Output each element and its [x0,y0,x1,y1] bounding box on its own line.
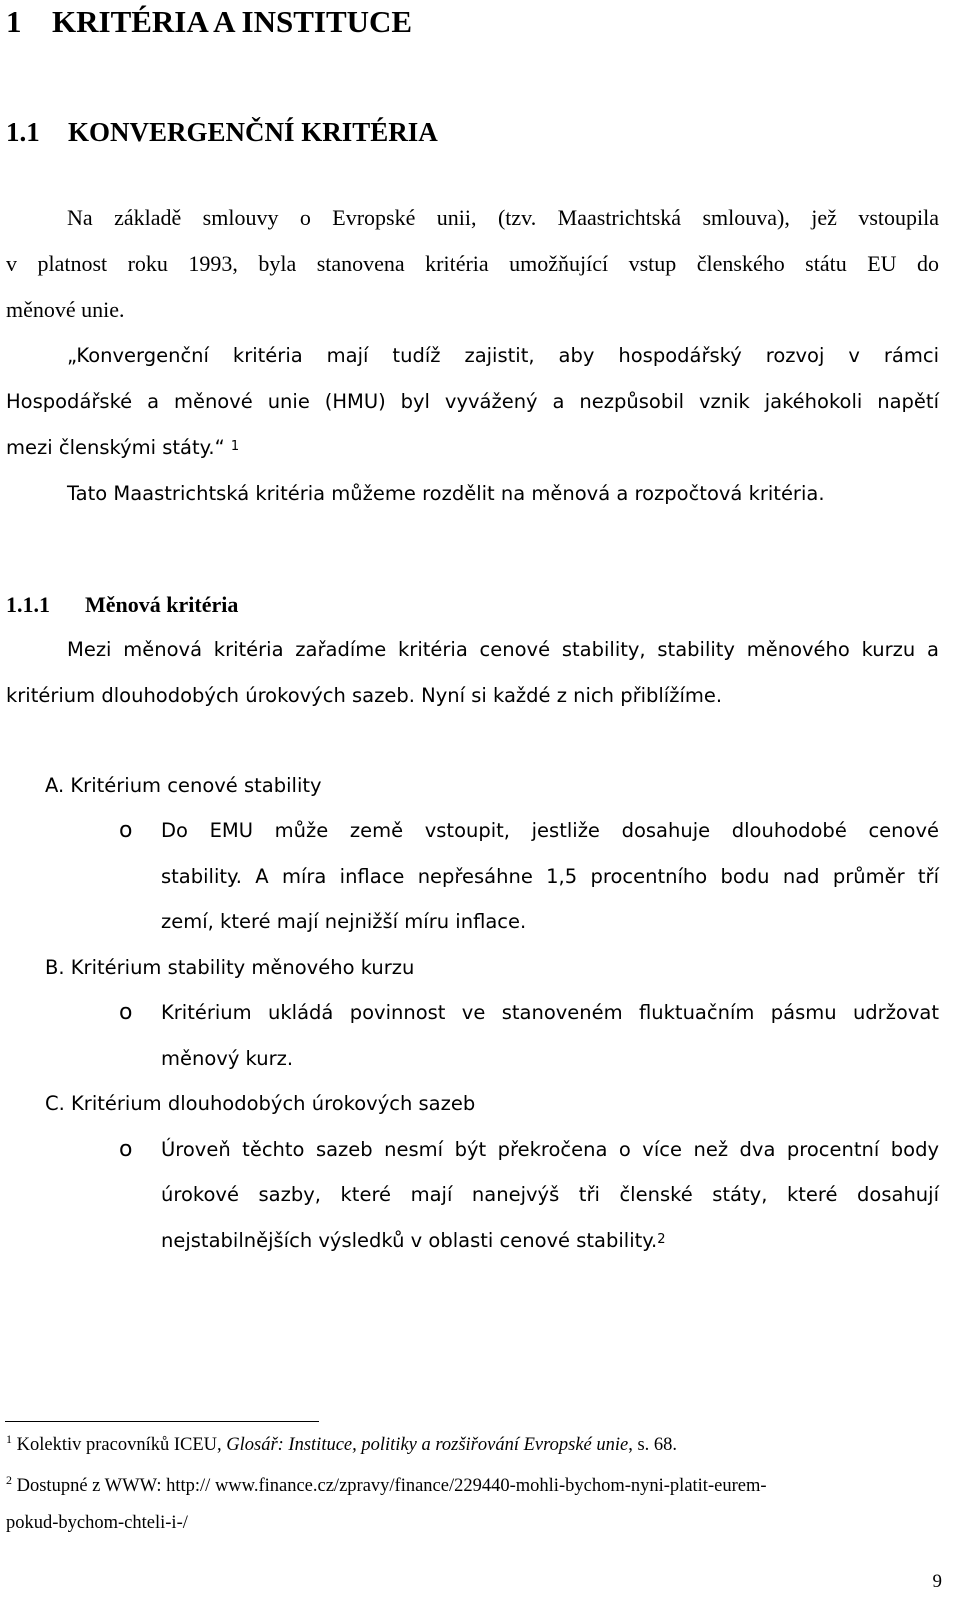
criterion-b-line-2: měnový kurz. [161,1047,294,1070]
bullet-marker: o [119,1000,133,1025]
section-heading [6,113,438,151]
quote-line-2: Hospodářské a měnové unie (HMU) byl vyvážený a nezpůsobil vznik jakéhokoli napětí [6,390,939,413]
footnote-2 [6,1468,767,1504]
monetary-line-1: Mezi měnová kritéria zařadíme kritéria cenové stability, stability měnového kurzu a [67,638,939,661]
footnote-1-title: Glosář: Instituce, politiky a rozšiřování Evropské unie [226,1435,629,1455]
chapter-title: KRITÉRIA A INSTITUCE [52,4,413,39]
criterion-a-line-1: Do EMU může země vstoupit, jestliže dosahuje dlouhodobé cenové [161,819,939,842]
intro-line-1: Na základě smlouvy o Evropské unii, (tzv. Maastrichtská smlouva), jež vstoupila [67,205,939,230]
footnote-separator [5,1421,319,1422]
chapter-number: 1 [6,4,22,39]
footnote-1-suffix: , s. 68. [628,1435,678,1455]
quote-line-1: „Konvergenční kritéria mají tudíž zajistit, aby hospodářský rozvoj v rámci [67,344,939,367]
section-title: KONVERGENČNÍ KRITÉRIA [68,117,438,147]
monetary-line-2: kritérium dlouhodobých úrokových sazeb. Nyní si každé z nich přiblížíme. [6,684,723,707]
footnote-ref-2: 2 [657,1232,666,1247]
criterion-a-line-2: stability. A míra inflace nepřesáhne 1,5 procentního bodu nad průměr tří [161,865,939,888]
quote-text: mezi členskými státy.“ [6,436,225,459]
criterion-a-label: A. Kritérium cenové stability [45,774,322,797]
footnote-2-number: 2 [6,1473,12,1487]
footnote-2-line-1: Dostupné z WWW: http:// www.finance.cz/zpravy/finance/229440-mohli-bychom-nyni-platit-eurem- [16,1476,767,1496]
section-number: 1.1 [6,117,40,147]
footnote-1 [6,1427,677,1463]
bullet-marker: o [119,1137,133,1162]
criterion-c-line-2: úrokové sazby, které mají nanejvýš tři členské státy, které dosahují [161,1183,939,1206]
criterion-c-text: nejstabilnějších výsledků v oblasti cenové stability. [161,1229,658,1252]
intro-line-3: měnové unie. [6,297,125,322]
page-number: 9 [932,1571,942,1592]
subsection-heading [6,590,238,620]
chapter-heading [6,2,412,42]
bullet-marker: o [119,818,133,843]
intro-line-2: v platnost roku 1993, byla stanovena kritéria umožňující vstup členského státu EU do [6,251,939,276]
quote-line-3 [6,425,239,471]
criterion-a-line-3: zemí, které mají nejnižší míru inflace. [161,910,527,933]
quote-line-4: Tato Maastrichtská kritéria můžeme rozdělit na měnová a rozpočtová kritéria. [67,482,825,505]
footnote-1-number: 1 [6,1432,12,1446]
criterion-c-line-1: Úroveň těchto sazeb nesmí být překročena o více než dva procentní body [161,1138,939,1161]
subsection-number: 1.1.1 [6,592,50,617]
criterion-b-label: B. Kritérium stability měnového kurzu [45,956,415,979]
criterion-c-line-3 [161,1218,666,1264]
footnote-2-line-2: pokud-bychom-chteli-i-/ [6,1513,188,1533]
criterion-c-label: C. Kritérium dlouhodobých úrokových sazeb [45,1092,476,1115]
footnote-1-prefix: Kolektiv pracovníků ICEU, [16,1435,227,1455]
footnote-ref-1: 1 [230,439,240,454]
criterion-b-line-1: Kritérium ukládá povinnost ve stanoveném fluktuačním pásmu udržovat [161,1001,939,1024]
subsection-title: Měnová kritéria [85,592,239,617]
